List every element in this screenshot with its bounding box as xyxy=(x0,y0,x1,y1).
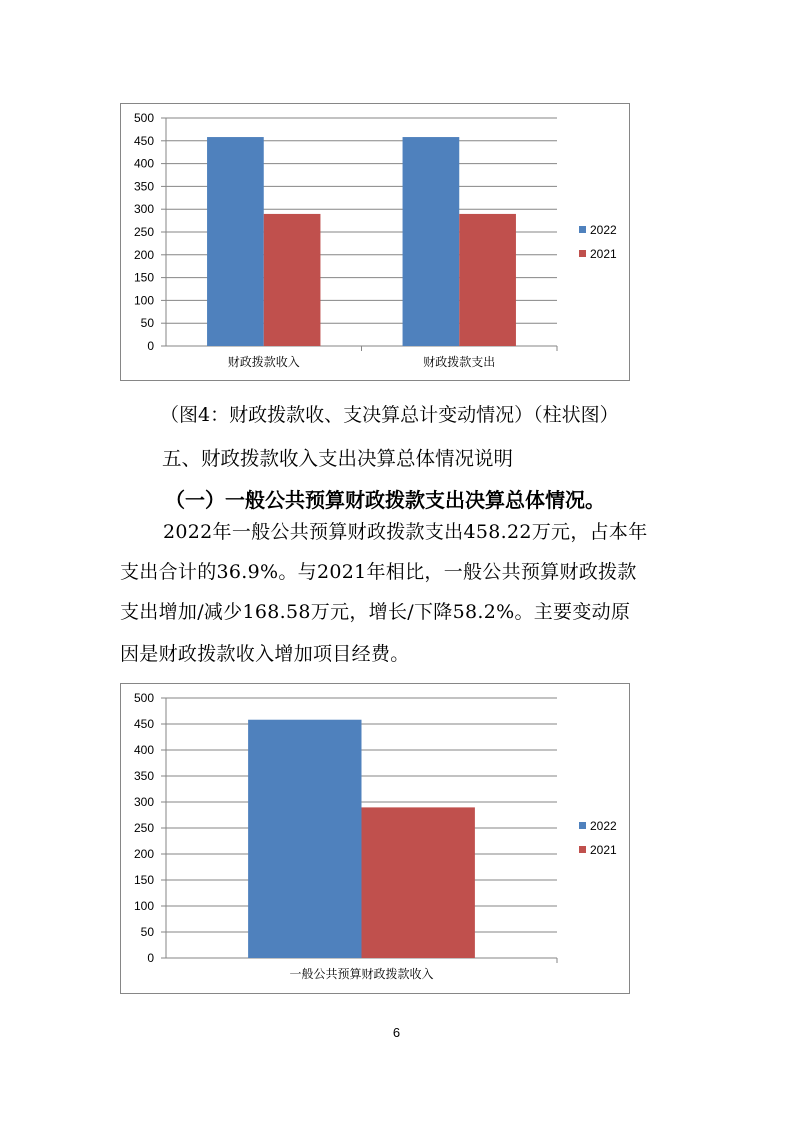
y-tick-label: 100 xyxy=(133,899,154,913)
y-tick-label: 100 xyxy=(133,293,154,308)
y-tick-label: 500 xyxy=(133,691,154,705)
y-tick-label: 350 xyxy=(133,769,154,783)
chart-general-budget xyxy=(120,683,630,994)
y-tick-label: 400 xyxy=(133,156,154,171)
y-tick-label: 150 xyxy=(133,270,154,285)
page-number: 6 xyxy=(392,1025,401,1040)
paragraph-line-3: 支出增加/减少168.58万元，增长/下降58.2%。主要变动原 xyxy=(120,601,631,623)
y-tick-label: 50 xyxy=(140,925,154,939)
bar-2022 xyxy=(248,720,361,958)
y-tick-label: 200 xyxy=(133,247,154,262)
y-tick-label: 500 xyxy=(133,111,154,125)
bar-2022 xyxy=(403,137,460,346)
y-tick-label: 350 xyxy=(133,179,154,194)
legend-swatch-2022 xyxy=(579,822,586,829)
paragraph-line-2: 支出合计的36.9%。与2021年相比，一般公共预算财政拨款 xyxy=(120,561,637,583)
x-category-label: 一般公共预算财政拨款收入 xyxy=(289,967,434,981)
paragraph-line-1: 2022年一般公共预算财政拨款支出458.22万元，占本年 xyxy=(163,521,648,543)
legend-swatch-2021 xyxy=(579,846,586,853)
y-tick-label: 300 xyxy=(133,795,154,809)
bar-2021 xyxy=(264,214,321,346)
legend-label-2021: 2021 xyxy=(590,843,617,857)
section-heading: 五、财政拨款收入支出决算总体情况说明 xyxy=(162,447,514,470)
y-tick-label: 450 xyxy=(133,133,154,148)
x-category-label: 财政拨款支出 xyxy=(423,355,496,369)
y-tick-label: 250 xyxy=(133,225,154,239)
chart-1-svg xyxy=(121,104,631,382)
y-tick-label: 250 xyxy=(133,821,154,835)
x-category-label: 财政拨款收入 xyxy=(227,355,300,369)
paragraph-line-4: 因是财政拨款收入增加项目经费。 xyxy=(120,643,410,665)
subsection-heading: （一）一般公共预算财政拨款支出决算总体情况。 xyxy=(165,488,605,512)
chart-2-svg xyxy=(121,684,631,995)
bar-2022 xyxy=(207,137,264,346)
y-tick-label: 400 xyxy=(133,743,154,757)
legend-label-2022: 2022 xyxy=(590,223,617,237)
y-tick-label: 50 xyxy=(140,316,154,331)
y-tick-label: 150 xyxy=(133,873,154,887)
bar-2021 xyxy=(459,214,516,346)
legend-swatch-2021 xyxy=(579,250,586,257)
y-tick-label: 0 xyxy=(147,951,154,965)
bar-2021 xyxy=(362,807,475,958)
y-tick-label: 0 xyxy=(147,339,154,353)
y-tick-label: 450 xyxy=(133,717,154,731)
legend-label-2022: 2022 xyxy=(590,819,617,833)
legend-label-2021: 2021 xyxy=(590,247,617,261)
chart-revenue-expenditure xyxy=(120,103,630,381)
y-tick-label: 300 xyxy=(133,202,154,217)
legend-swatch-2022 xyxy=(579,226,586,233)
y-tick-label: 200 xyxy=(133,847,154,861)
figure-caption: （图4：财政拨款收、支决算总计变动情况）（柱状图） xyxy=(160,404,619,426)
